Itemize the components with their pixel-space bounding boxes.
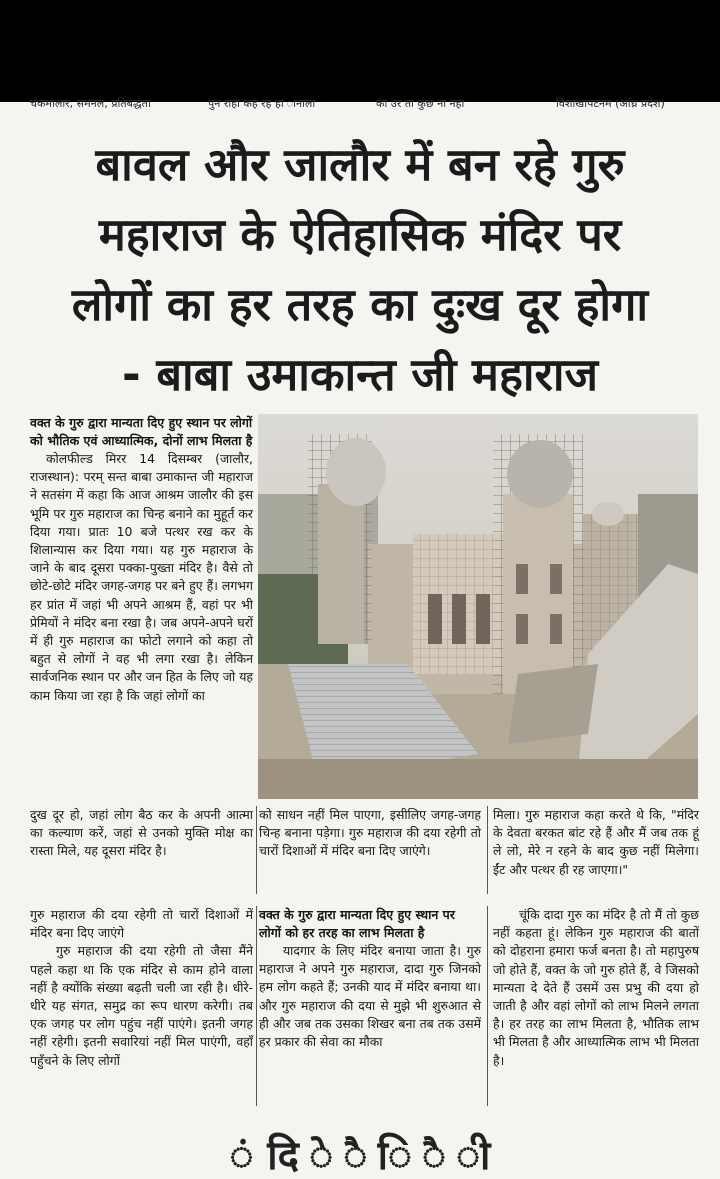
temple-construction-photo bbox=[258, 414, 698, 799]
column-divider bbox=[487, 906, 488, 1106]
section-subheading: गुरु महाराज की दया रहेगी तो चारों दिशाओं में मंदिर बना दिए जाएंगे bbox=[30, 907, 253, 941]
body-paragraph: कोलफील्ड मिरर 14 दिसम्बर (जालौर, राजस्थान): परम् सन्त बाबा उमाकान्त जी महाराज ने सतसंग में कहा कि आज आश्रम जालौर की इस भूमि पर गुरु महाराज का चिन्ह बनाने का मुहूर्त कर दिया गया। प्रातः 10 बजे पत्थर रख कर के शिलान्यास कर दिया गया। यह गुरु महाराज के जाने के बाद दूसरा पक्का-पुख्ता मंदिर है। वैसे तो छोटे-छोटे मंदिर जगह-जगह पर बने हुए हैं। लगभग हर प्रांत में जहां भी अपने आश्रम हैं, वहां पर भी प्रेमियों ने मंदिर बना रखा है। जब अपने-अपने घरों में ही गुरु महाराज का फोटो लगाने को कहा तो बहुत से लोगों ने वह भी लगा रखा है। लेकिन सार्वजनिक स्थान पर और जन हित के लिए जो यह काम किया जा रहा है कि जहां लोगों का bbox=[30, 451, 253, 703]
cut-fragment: का उर ता कुछ ना नहा bbox=[376, 97, 465, 110]
page-title bbox=[20, 130, 700, 410]
article-column-1-continued bbox=[30, 806, 253, 861]
article-column-1-lower bbox=[30, 906, 253, 1070]
body-paragraph: को साधन नहीं मिल पाएगा, इसीलिए जगह-जगह चिन्ह बनाना पड़ेगा। गुरु महाराज की दया रहेगी तो चारों दिशाओं में मंदिर बना दिए जाएंगे। bbox=[259, 807, 481, 859]
article-column-2 bbox=[259, 806, 481, 861]
article-column-1 bbox=[30, 414, 253, 705]
body-paragraph: गुरु महाराज की दया रहेगी तो जैसा मैंने पहले कहा था कि एक मंदिर से काम होने वाला नहीं है क्योंकि संख्या बढ़ती चली जा रही है। धीरे-धीरे यह संगत, समुद्र का रूप धारण करेगी। तब एक जगह पर लोग पहुंच नहीं पाएंगे। इतनी जगह नहीं रहेगी। इतनी सवारियां नहीं मिल पाएंगी, वहाँ पहुँचने के लिए लोगों bbox=[30, 943, 253, 1068]
next-headline-cut-text: ं दि े ै ि ै ी bbox=[229, 1133, 491, 1179]
column-divider bbox=[256, 806, 257, 894]
article-column-2-lower bbox=[259, 906, 481, 1051]
headline-line: लोगों का हर तरह का दुःख दूर होगा bbox=[71, 278, 649, 331]
body-paragraph: चूंकि दादा गुरु का मंदिर है तो मैं तो कुछ नहीं कहता हूं। लेकिन गुरु महाराज की बातों को दोहराना हमारा फर्ज बनता है। तो महापुरुष जो होते हैं, वक्त के जो गुरु होते हैं, वे जिसको मान्यता दे देते हैं उसमें उस प्रभु की दया हो जाती है और वहां लोगों को लाभ मिलने लगता है। हर तरह का लाभ मिलता है, भौतिक लाभ भी मिलता है और आध्यात्मिक लाभ भी मिलता है। bbox=[493, 907, 699, 1068]
body-paragraph: मिला। गुरु महाराज कहा करते थे कि, "मंदिर के देवता बरकत बांट रहे हैं और मैं जब तक हूं ले लो, मेरे न रहने के बाद कुछ नहीं मिलेगा। ईंट और पत्थर ही रह जाएगा।" bbox=[493, 807, 699, 877]
article-column-3 bbox=[493, 806, 699, 879]
cut-fragment: पुन राहा कह रह हा ानाला bbox=[208, 97, 316, 110]
cut-fragment: विशाखापटनम (आंध्र प्रदेश) bbox=[556, 97, 665, 110]
headline-line: महाराज के ऐतिहासिक मंदिर पर bbox=[98, 208, 622, 261]
headline-line: - बाबा उमाकान्त जी महाराज bbox=[122, 348, 598, 401]
headline-line: बावल और जालौर में बन रहे गुरु bbox=[95, 138, 625, 191]
temple-photo-illustration bbox=[258, 414, 698, 799]
article-column-3-lower bbox=[493, 906, 699, 1070]
column-divider bbox=[256, 906, 257, 1106]
column-divider bbox=[487, 806, 488, 894]
body-paragraph: यादगार के लिए मंदिर बनाया जाता है। गुरु महाराज ने अपने गुरु महाराज, दादा गुरु जिनको हम लोग कहते हैं; उनकी याद में मंदिर बनाया था। और गुरु महाराज की दया से मुझे भी शुरुआत से ही और जब तक उसका शिखर बना तब तक उसमें हर प्रकार की सेवा का मौका bbox=[259, 943, 481, 1050]
section-subheading: वक्त के गुरु द्वारा मान्यता दिए हुए स्थान पर लोगों को हर तरह का लाभ मिलता है bbox=[259, 907, 455, 940]
cut-fragment: चकमालार, समनल, प्रतिबद्धता bbox=[30, 97, 151, 110]
section-subheading: वक्त के गुरु द्वारा मान्यता दिए हुए स्थान पर लोगों को भौतिक एवं आध्यात्मिक, दोनों लाभ मिलता है bbox=[30, 415, 253, 448]
body-paragraph: दुख दूर हो, जहां लोग बैठ कर के अपनी आत्मा का कल्याण करें, जहां से उनको मुक्ति मोक्ष का रास्ता मिले, यह दूसरा मंदिर है। bbox=[30, 807, 253, 859]
status-bar-blackout bbox=[0, 0, 720, 102]
previous-article-cut-text bbox=[0, 98, 720, 108]
